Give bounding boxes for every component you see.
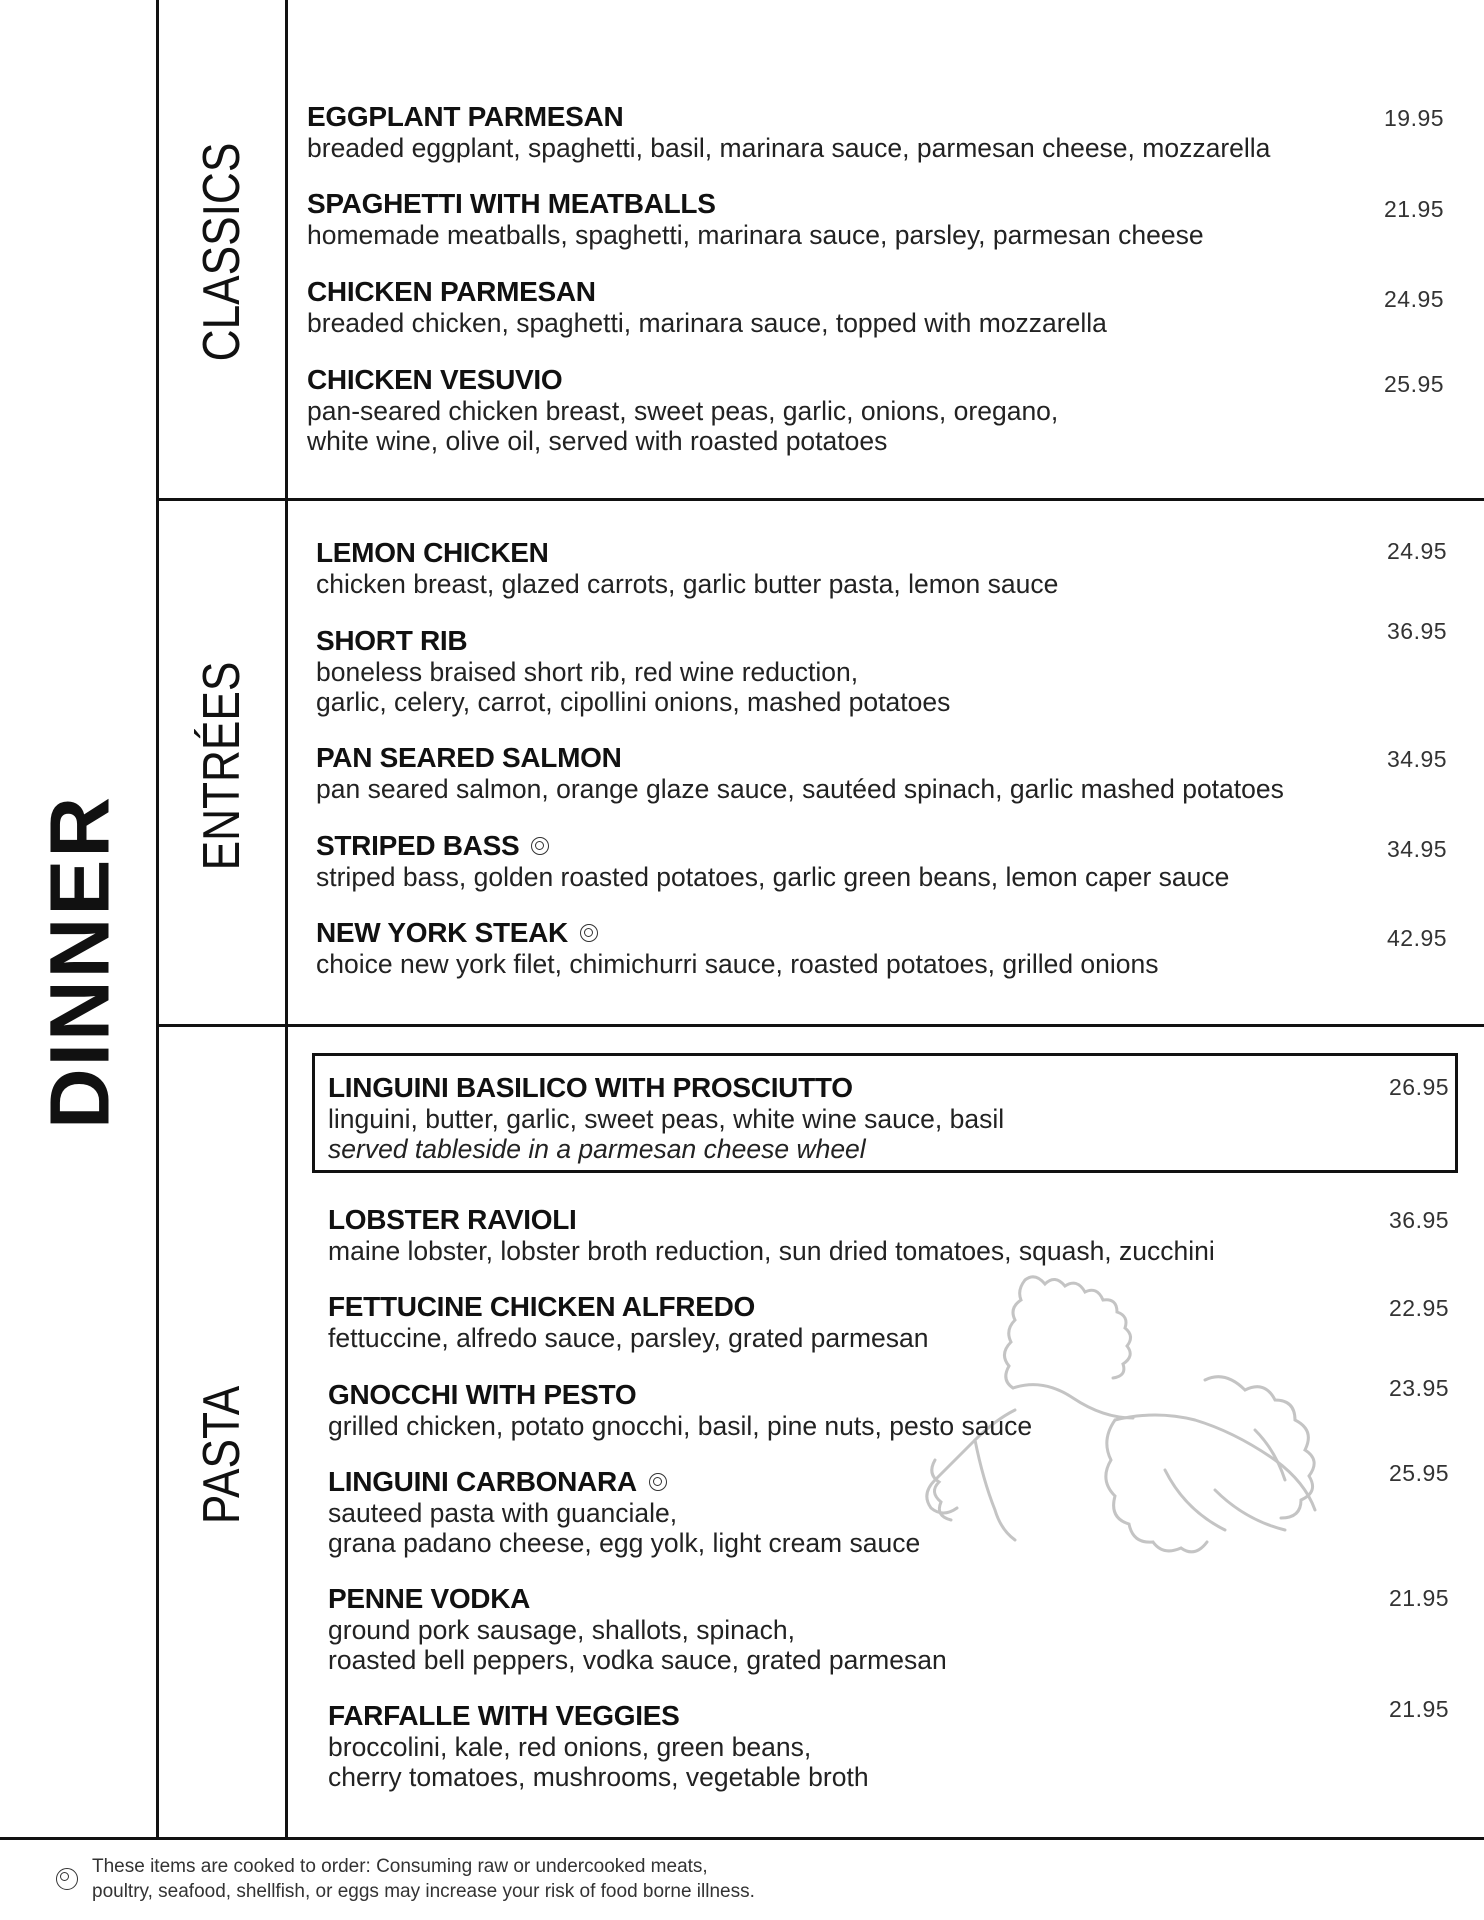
item-price: 34.95 (1387, 746, 1448, 772)
menu-item (316, 830, 1376, 892)
section-title-classics: CLASSICS (193, 142, 251, 362)
menu-item (328, 1700, 1388, 1792)
item-price: 22.95 (1389, 1295, 1450, 1321)
item-name: LEMON CHICKEN (316, 537, 549, 568)
item-name: NEW YORK STEAK (316, 917, 568, 948)
item-name: LINGUINI BASILICO WITH PROSCIUTTO (328, 1072, 853, 1103)
item-name: GNOCCHI WITH PESTO (328, 1379, 637, 1410)
item-name: PENNE VODKA (328, 1583, 531, 1614)
menu-item (328, 1379, 1388, 1441)
item-description: breaded eggplant, spaghetti, basil, marinara sauce, parmesan cheese, mozzarella (307, 133, 1271, 163)
item-description: garlic, celery, carrot, cipollini onions, mashed potatoes (316, 687, 951, 717)
menu-item (328, 1291, 1388, 1353)
section-title-entrees: ENTRÉES (193, 661, 251, 871)
item-description: sauteed pasta with guanciale, (328, 1498, 678, 1528)
menu-item (328, 1466, 1388, 1558)
cooked-to-order-icon (649, 1473, 667, 1491)
cooked-to-order-icon (580, 924, 598, 942)
cooked-to-order-icon (531, 837, 549, 855)
item-price: 42.95 (1387, 925, 1448, 951)
item-name: FARFALLE WITH VEGGIES (328, 1700, 680, 1731)
item-price: 34.95 (1387, 836, 1448, 862)
item-description: white wine, olive oil, served with roasted potatoes (307, 426, 888, 456)
item-name: CHICKEN PARMESAN (307, 276, 596, 307)
menu-item (328, 1583, 1388, 1675)
footer-divider (0, 1837, 1484, 1840)
item-price: 19.95 (1384, 105, 1445, 131)
item-price: 25.95 (1384, 371, 1445, 397)
item-name: SPAGHETTI WITH MEATBALLS (307, 188, 716, 219)
item-description: fettuccine, alfredo sauce, parsley, grated parmesan (328, 1323, 929, 1353)
item-description: pan-seared chicken breast, sweet peas, garlic, onions, oregano, (307, 396, 1059, 426)
item-description: striped bass, golden roasted potatoes, garlic green beans, lemon caper sauce (316, 862, 1230, 892)
classics-entrees-divider (156, 498, 1484, 501)
footer-line: poultry, seafood, shellfish, or eggs may increase your risk of food borne illness. (92, 1881, 755, 1902)
item-description: homemade meatballs, spaghetti, marinara sauce, parsley, parmesan cheese (307, 220, 1204, 250)
menu-item (307, 188, 1357, 250)
item-name-row (328, 1466, 1388, 1498)
item-name: FETTUCINE CHICKEN ALFREDO (328, 1291, 756, 1322)
menu-item (307, 276, 1357, 338)
menu-item (316, 625, 1376, 717)
item-name-row (316, 917, 1376, 949)
item-description: choice new york filet, chimichurri sauce, roasted potatoes, grilled onions (316, 949, 1159, 979)
item-description: breaded chicken, spaghetti, marinara sauce, topped with mozzarella (307, 308, 1107, 338)
item-description: boneless braised short rib, red wine reduction, (316, 657, 859, 687)
item-price: 24.95 (1384, 286, 1445, 312)
menu-item (316, 537, 1376, 599)
item-description: ground pork sausage, shallots, spinach, (328, 1615, 795, 1645)
item-description: roasted bell peppers, vodka sauce, grated parmesan (328, 1645, 947, 1675)
item-price: 21.95 (1384, 196, 1445, 222)
item-description: chicken breast, glazed carrots, garlic butter pasta, lemon sauce (316, 569, 1059, 599)
menu-item (316, 742, 1376, 804)
item-description: maine lobster, lobster broth reduction, sun dried tomatoes, squash, zucchini (328, 1236, 1215, 1266)
item-note: served tableside in a parmesan cheese wheel (328, 1134, 866, 1164)
item-name: SHORT RIB (316, 625, 468, 656)
menu-item (328, 1204, 1388, 1266)
item-price: 36.95 (1389, 1207, 1450, 1233)
item-description: pan seared salmon, orange glaze sauce, sautéed spinach, garlic mashed potatoes (316, 774, 1284, 804)
item-price: 21.95 (1389, 1696, 1450, 1722)
item-price: 36.95 (1387, 618, 1448, 644)
item-price: 25.95 (1389, 1460, 1450, 1486)
menu-item (316, 917, 1376, 979)
item-description: grilled chicken, potato gnocchi, basil, pine nuts, pesto sauce (328, 1411, 1033, 1441)
item-price: 26.95 (1389, 1074, 1450, 1100)
section-title-pasta: PASTA (193, 1385, 251, 1525)
footer-disclaimer (92, 1854, 755, 1904)
item-name: EGGPLANT PARMESAN (307, 101, 624, 132)
item-price: 23.95 (1389, 1375, 1450, 1401)
menu-item (307, 364, 1357, 456)
item-price: 21.95 (1389, 1585, 1450, 1611)
menu-title: DINNER (32, 794, 127, 1130)
item-description: linguini, butter, garlic, sweet peas, white wine sauce, basil (328, 1104, 1005, 1134)
item-name: STRIPED BASS (316, 830, 520, 861)
menu-item (307, 101, 1357, 163)
footer-line: These items are cooked to order: Consuming raw or undercooked meats, (92, 1856, 708, 1877)
item-description: grana padano cheese, egg yolk, light cream sauce (328, 1528, 921, 1558)
item-name: LOBSTER RAVIOLI (328, 1204, 577, 1235)
title-column-divider (156, 0, 159, 1838)
item-description: cherry tomatoes, mushrooms, vegetable broth (328, 1762, 869, 1792)
item-name: CHICKEN VESUVIO (307, 364, 563, 395)
item-description: broccolini, kale, red onions, green beans, (328, 1732, 812, 1762)
item-name: LINGUINI CARBONARA (328, 1466, 637, 1497)
item-name: PAN SEARED SALMON (316, 742, 622, 773)
item-price: 24.95 (1387, 538, 1448, 564)
item-name-row (316, 830, 1376, 862)
menu-item-featured (328, 1072, 1358, 1164)
cooked-to-order-icon (56, 1868, 78, 1890)
section-column-divider (285, 0, 288, 1838)
entrees-pasta-divider (156, 1024, 1484, 1027)
